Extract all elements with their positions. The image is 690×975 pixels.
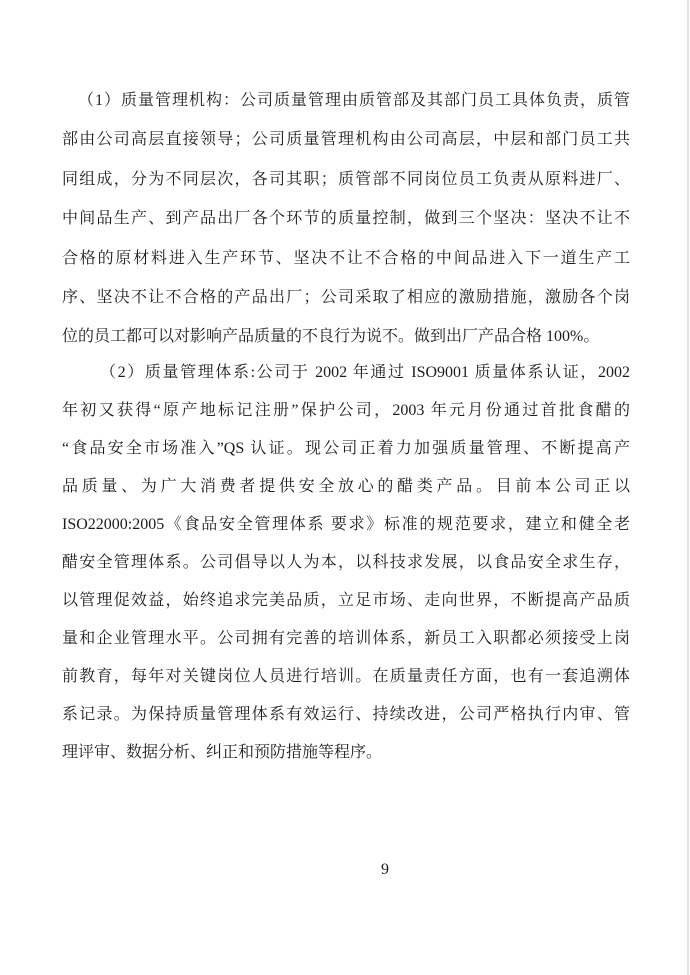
text-line: （2）质量管理体系:公司于 2002 年通过 ISO9001 质量体系认证，2002	[100, 364, 630, 381]
text-line: 位的员工都可以对影响产品质量的不良行为说不。做到出厂产品合格 100%。	[62, 328, 600, 346]
text-line: 理评审、数据分析、纠正和预防措施等程序。	[62, 744, 383, 761]
scan-edge-line	[687, 0, 689, 975]
paragraph-quality-management-system	[62, 354, 630, 772]
text-line: 部由公司高层直接领导；公司质量管理机构由公司高层，中层和部门员工共	[62, 131, 630, 149]
text-line: ISO22000:2005《食品安全管理体系 要求》标准的规范要求，建立和健全老	[62, 516, 630, 533]
text-line: （1）质量管理机构：公司质量管理由质管部及其部门员工具体负责，质管	[78, 92, 630, 109]
text-line: 醋安全管理体系。公司倡导以人为本，以科技求发展，以食品安全求生存，	[62, 554, 630, 571]
text-line: 中间品生产、到产品出厂各个环节的质量控制，做到三个坚决：坚决不让不	[62, 210, 630, 228]
text-line: 合格的原材料进入生产环节、坚决不让不合格的中间品进入下一道生产工	[62, 249, 630, 267]
page-number: 9	[381, 861, 389, 878]
text-line: 量和企业管理水平。公司拥有完善的培训体系，新员工入职都必须接受上岗	[62, 630, 630, 647]
text-line: 以管理促效益，始终追求完美品质，立足市场、走向世界，不断提高产品质	[62, 592, 630, 609]
text-line: 品质量、为广大消费者提供安全放心的醋类产品。目前本公司正以	[62, 478, 630, 495]
text-line: 前教育，每年对关键岗位人员进行培训。在质量责任方面，也有一套追溯体	[62, 668, 630, 685]
text-line: “食品安全市场准入”QS 认证。现公司正着力加强质量管理、不断提高产	[62, 440, 630, 457]
text-line: 序、坚决不让不合格的产品出厂；公司采取了相应的激励措施，激励各个岗	[62, 288, 630, 306]
text-line: 系记录。为保持质量管理体系有效运行、持续改进，公司严格执行内审、管	[62, 706, 630, 723]
text-line: 年初又获得“原产地标记注册”保护公司，2003 年元月份通过首批食醋的	[62, 402, 630, 419]
paragraph-quality-management-organization	[62, 81, 630, 357]
text-line: 同组成，分为不同层次，各司其职；质管部不同岗位员工负责从原料进厂、	[62, 170, 630, 188]
